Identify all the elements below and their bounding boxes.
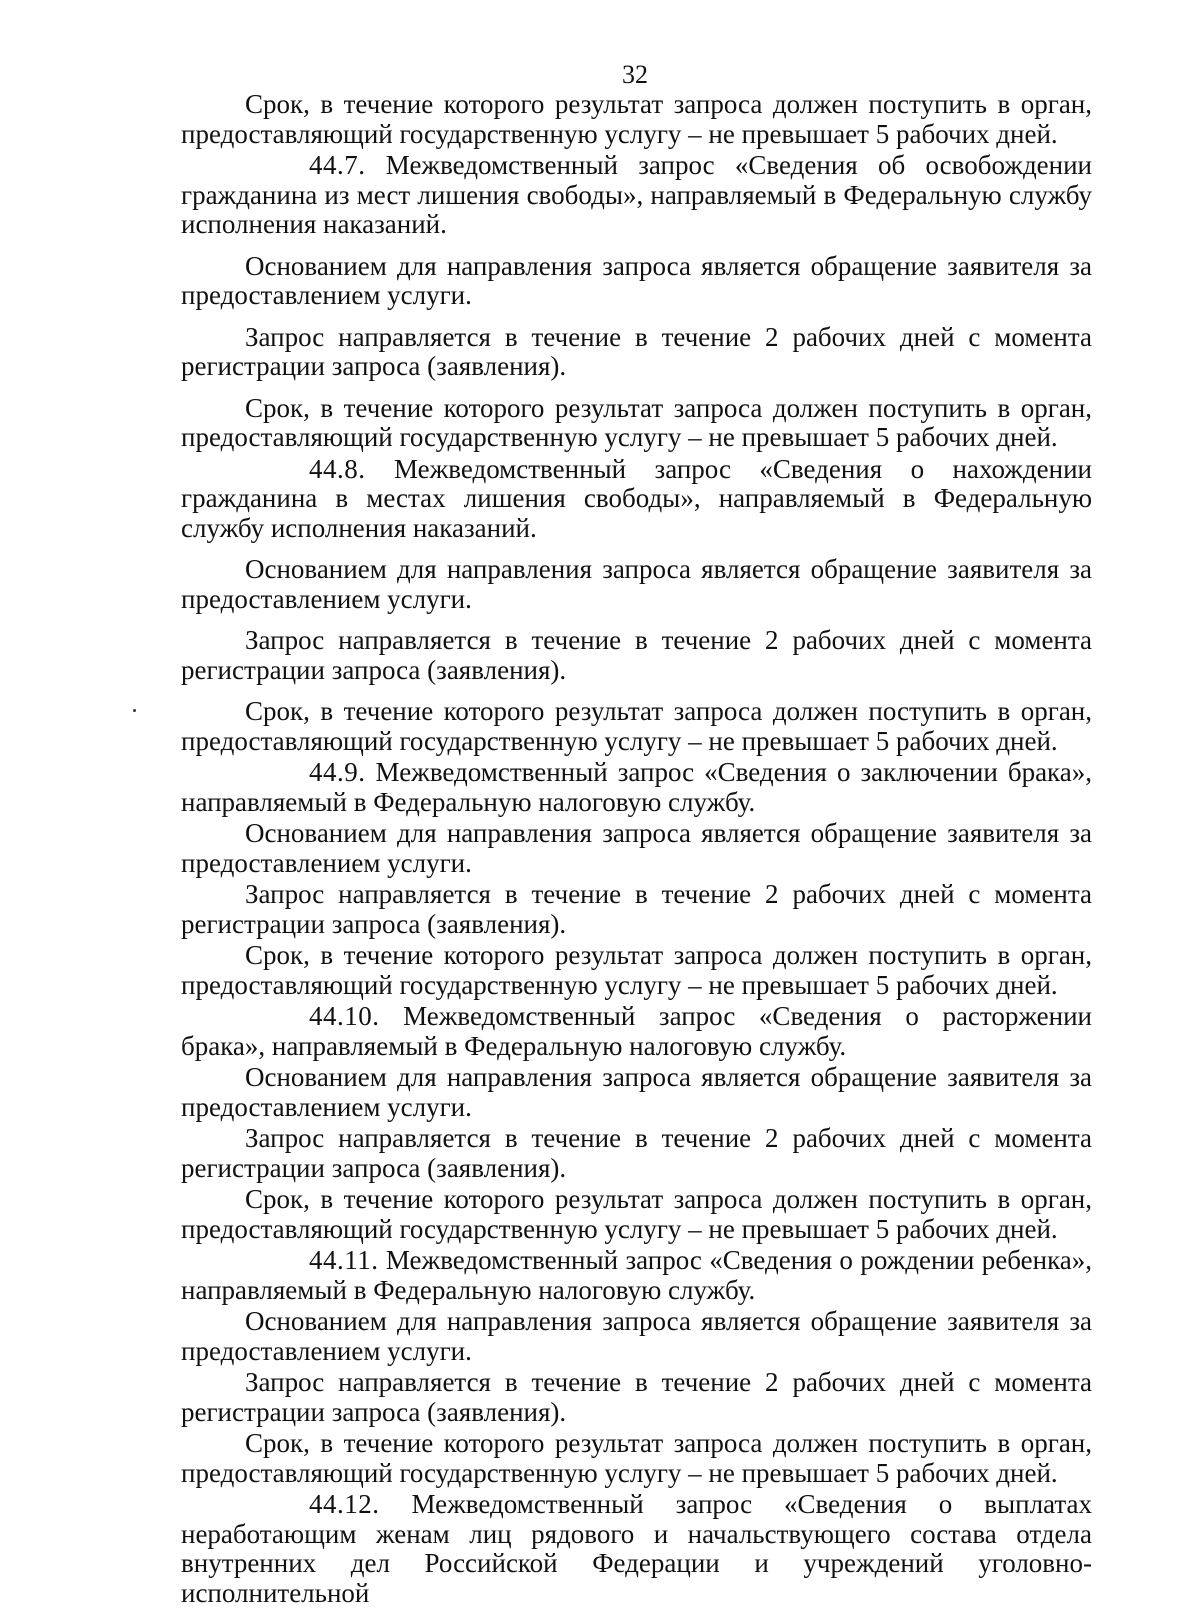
paragraph-19: Основанием для направления запроса является обращение заявителя за предоставлением услуги. [181, 1306, 1092, 1366]
paragraph-5: Срок, в течение которого результат запроса должен поступить в орган, предоставляющий государственную услугу – не превышает 5 рабочих дней. [181, 392, 1092, 452]
clause-number: 44.7. [309, 150, 366, 180]
paragraph-4: Запрос направляется в течение в течение 2 рабочих дней с момента регистрации запроса (заявления). [181, 321, 1092, 381]
paragraph-16: Запрос направляется в течение в течение 2 рабочих дней с момента регистрации запроса (заявления). [181, 1123, 1092, 1183]
paragraph-44-9: 44.9. Межведомственный запрос «Сведения о заключении брака», направляемый в Федеральную налоговую службу. [181, 757, 1093, 817]
paragraph-11: Основанием для направления запроса является обращение заявителя за предоставлением услуги. [181, 818, 1092, 878]
paragraph-44-12: 44.12. Межведомственный запрос «Сведения о выплатах неработающим женам лиц рядового и начальствующего состава отдела внутренних дел Российской Федерации и учреждений уголовно-исполнительной [181, 1489, 1093, 1608]
paragraph-9: Срок, в течение которого результат запроса должен поступить в орган, предоставляющий государственную услугу – не превышает 5 рабочих дней. [181, 696, 1092, 756]
scan-artifact-dot [133, 709, 136, 712]
paragraph-12: Запрос направляется в течение в течение 2 рабочих дней с момента регистрации запроса (заявления). [181, 879, 1092, 939]
paragraph-3: Основанием для направления запроса является обращение заявителя за предоставлением услуги. [181, 250, 1092, 310]
paragraph-15: Основанием для направления запроса является обращение заявителя за предоставлением услуги. [181, 1062, 1092, 1122]
paragraph-44-11: 44.11. Межведомственный запрос «Сведения о рождении ребенка», направляемый в Федеральную налоговую службу. [181, 1245, 1093, 1305]
page-number: 32 [622, 60, 648, 89]
clause-number: 44.8. [309, 453, 366, 484]
paragraph-20: Запрос направляется в течение в течение 2 рабочих дней с момента регистрации запроса (заявления). [181, 1367, 1092, 1427]
paragraph-44-7: 44.7. Межведомственный запрос «Сведения об освобождении гражданина из мест лишения свободы», направляемый в Федеральную службу исполнения наказаний. [181, 150, 1093, 239]
paragraph-1: Срок, в течение которого результат запроса должен поступить в орган, предоставляющий государственную услугу – не превышает 5 рабочих дней. [181, 89, 1092, 149]
clause-number: 44.10. [309, 1001, 380, 1031]
paragraph-17: Срок, в течение которого результат запроса должен поступить в орган, предоставляющий государственную услугу – не превышает 5 рабочих дней. [181, 1184, 1092, 1244]
paragraph-7: Основанием для направления запроса является обращение заявителя за предоставлением услуги. [181, 554, 1092, 614]
paragraph-44-10: 44.10. Межведомственный запрос «Сведения о расторжении брака», направляемый в Федеральную налоговую службу. [181, 1001, 1092, 1061]
paragraph-21: Срок, в течение которого результат запроса должен поступить в орган, предоставляющий государственную услугу – не превышает 5 рабочих дней. [181, 1428, 1092, 1488]
paragraph-8: Запрос направляется в течение в течение 2 рабочих дней с момента регистрации запроса (заявления). [181, 625, 1092, 685]
clause-number: 44.9. [309, 757, 366, 787]
clause-number: 44.12. [309, 1489, 380, 1519]
paragraph-44-8: 44.8. Межведомственный запрос «Сведения о нахождении гражданина в местах лишения свободы», направляемый в Федеральную службу исполнения наказаний. [181, 453, 1092, 543]
document-body [181, 90, 1092, 1608]
paragraph-13: Срок, в течение которого результат запроса должен поступить в орган, предоставляющий государственную услугу – не превышает 5 рабочих дней. [181, 940, 1092, 1000]
clause-number: 44.11. [309, 1245, 379, 1275]
